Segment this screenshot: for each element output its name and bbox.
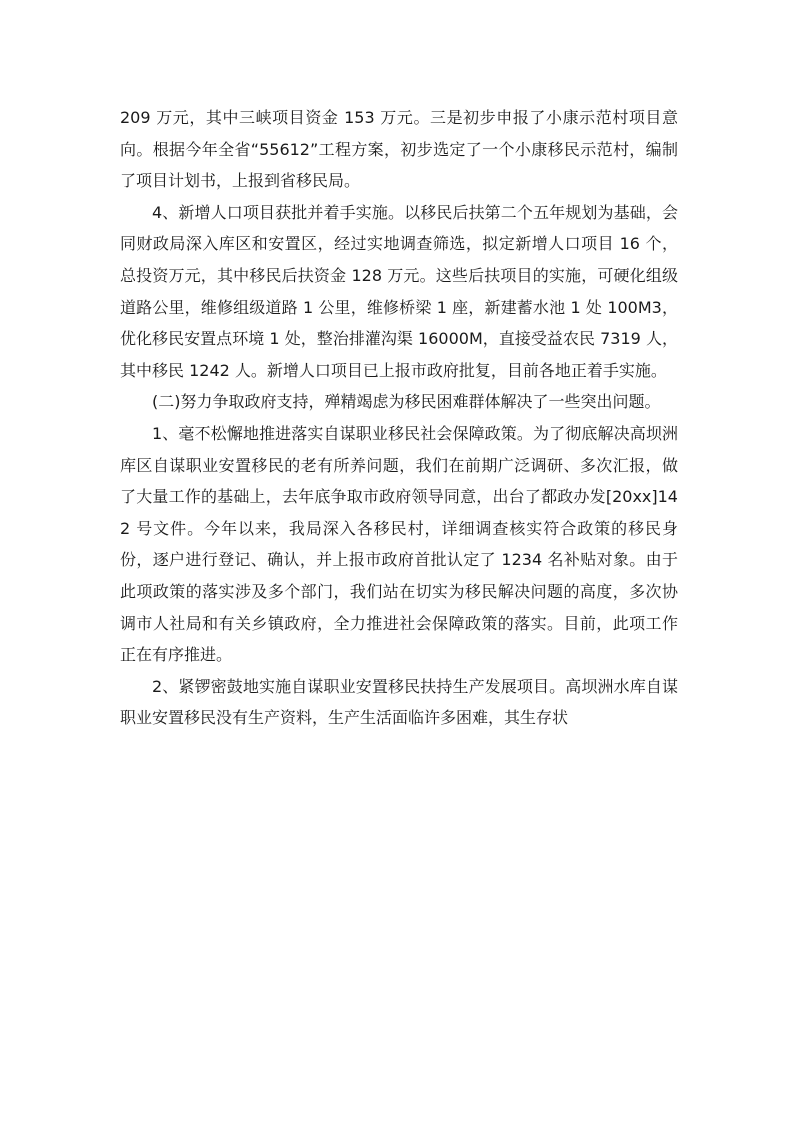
paragraph-5: 2、紧锣密鼓地实施自谋职业安置移民扶持生产发展项目。高坝洲水库自谋职业安置移民没有生产资料，生产生活面临许多困难，其生存状 (120, 676, 678, 728)
paragraph-3: (二)努力争取政府支持，殚精竭虑为移民困难群体解决了一些突出问题。 (152, 392, 661, 412)
document-body (120, 102, 678, 734)
paragraph-1: 209 万元，其中三峡项目资金 153 万元。三是初步申报了小康示范村项目意向。根据今年全省“55612”工程方案，初步选定了一个小康移民示范村，编制了项目计划书，上报到省移民局。 (120, 108, 678, 191)
paragraph-4: 1、毫不松懈地推进落实自谋职业移民社会保障政策。为了彻底解决高坝洲库区自谋职业安置移民的老有所养问题，我们在前期广泛调研、多次汇报，做了大量工作的基础上，去年底争取市政府领导同意，出台了都政办发[20xx]142 号文件。今年以来，我局深入各移民村，详细调查核实符合政策的移民身份，逐户进行登记、确认，并上报市政府首批认定了 1234 名补贴对象。由于此项政策的落实涉及多个部门，我们站在切实为移民解决问题的高度，多次协调市人社局和有关乡镇政府，全力推进社会保障政策的落实。目前，此项工作正在有序推进。 (120, 423, 678, 665)
paragraph-2: 4、新增人口项目获批并着手实施。以移民后扶第二个五年规划为基础，会同财政局深入库区和安置区，经过实地调查筛选，拟定新增人口项目 16 个，总投资万元，其中移民后扶资金 128 万元。这些后扶项目的实施，可硬化组级道路公里，维修组级道路 1 公里，维修桥梁 1 座，新建蓄水池 1 处 100M3，优化移民安置点环境 1 处，整治排灌沟渠 16000M，直接受益农民 7319 人，其中移民 1242 人。新增人口项目已上报市政府批复，目前各地正着手实施。 (120, 202, 678, 380)
